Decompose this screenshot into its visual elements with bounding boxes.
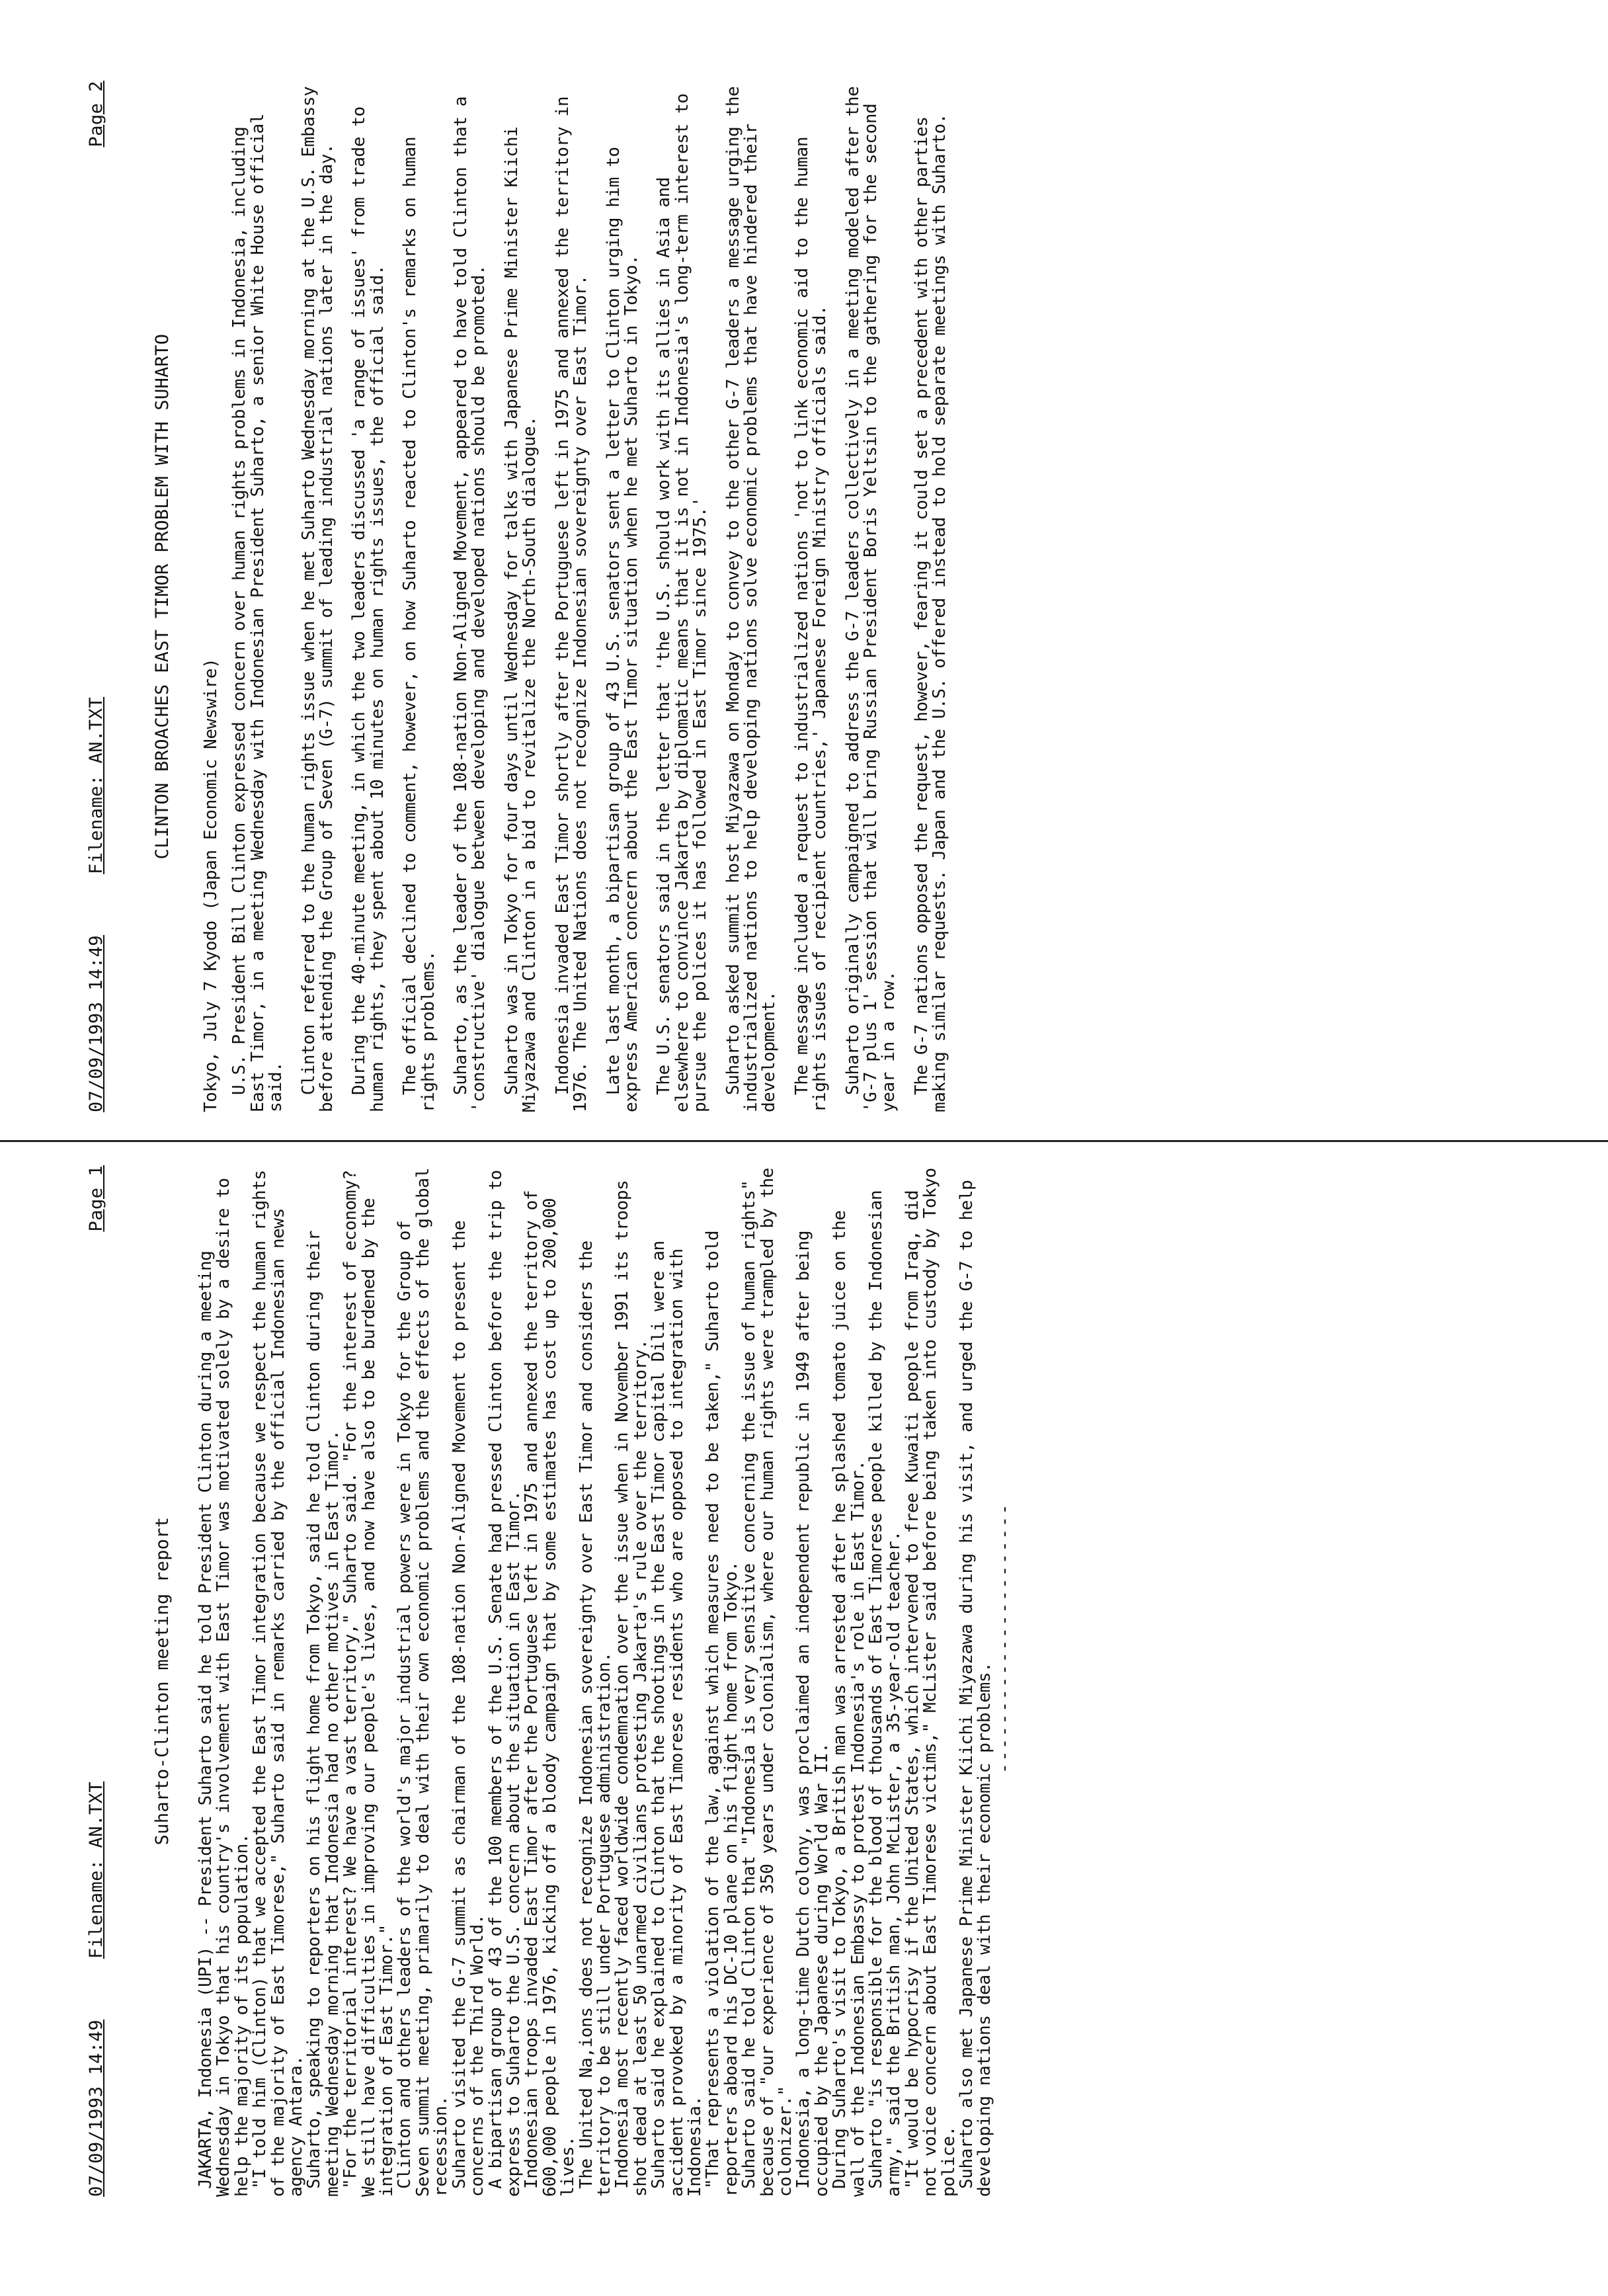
- article-title: CLINTON BROACHES EAST TIMOR PROBLEM WITH SUHARTO: [152, 333, 173, 860]
- article-body: [197, 1165, 1014, 2197]
- paragraph: The message included a request to industrialized nations 'not to link economic aid to the human rights issues of recipient countries,' Japanese Foreign Ministry officials said.: [791, 136, 830, 1112]
- paragraph: Late last month, a bipartisan group of 43 U.S. senators sent a letter to Clinton urging him to express American concern about the East Timor situation when he met Suharto in Tokyo.: [603, 147, 641, 1112]
- header-filename: Filename: AN.TXT: [86, 1781, 106, 1959]
- document-page-1: [86, 1165, 1541, 2197]
- paragraph: Suharto also met Japanese Prime Minister Kiichi Miyazawa during his visit, and urged the G-7 to help developing nations deal with their economic problems.: [957, 1180, 995, 2197]
- paragraph: A bipartisan group of 43 of the 100 members of the U.S. Senate had pressed Clinton before the trip to express to Suharto the U.S. concern about the situation in East Timor.: [485, 1170, 524, 2197]
- paragraph: Suharto was in Tokyo for four days until Wednesday for talks with Japanese Prime Minister Kiichi Miyazawa and Clinton in a bid to revitalize the North-South dialogue.: [501, 126, 540, 1112]
- paragraph: Suharto visited the G-7 summit as chairman of the 108-nation Non-Aligned Movement to present the concerns of the Third World.: [449, 1220, 488, 2197]
- dateline: Tokyo, July 7 Kyodo (Japan Economic Newswire): [201, 658, 221, 1112]
- paragraph: Clinton and others leaders of the world's major industrial powers were in Tokyo for the Group of Seven summit meeting, primarily to deal with their own economic problems and the effects of the global recession.: [395, 1168, 452, 2197]
- paragraph: Suharto "is responsible for the blood of thousands of East Timorese people killed by the Indonesian army," said the British man, John McLister, a 35-year-old teacher.: [866, 1190, 904, 2197]
- paragraph: Indonesia, a long-time Dutch colony, was proclaimed an independent republic in 1949 after being occupied by the Japanese during World War II.: [793, 1230, 832, 2197]
- paragraph: During Suharto's visit to Tokyo, a British man was arrested after he splashed tomato juice on the wall of the Indonesian Embassy to protest Indonesia's role in East Timor.: [830, 1210, 868, 2197]
- paragraph: "It would be hypocrisy if the United States, which intervened to free Kuwaiti people from Iraq, did not voice concern about East Timorese victims," McLister said before being taken into custody by Tokyo police.: [902, 1168, 959, 2197]
- article-body: [202, 81, 964, 1112]
- paragraph: The G-7 nations opposed the request, however, fearing it could set a precedent with other parties making similar requests. Japan and the U.S. offered instead to hold separate meetings with Suharto.: [911, 113, 950, 1112]
- paragraph: Suharto said he explained to Clinton that the shootings in the East Timor capital Dili were an accident provoked by a minority of East Timorese residents who are opposed to integration with Indonesia.: [649, 1241, 705, 2197]
- paragraph: Indonesian troops invaded East Timor after the Portuguese left in 1975 and annexed the territory of 600,000 people in 1976, kicking off a bloody campaign that by some estimates has cost up to 200,000 lives.: [522, 1190, 579, 2197]
- paragraph: Clinton referred to the human rights issue when he met Suharto Wednesday morning at the U.S. Embassy before attending the Group of Seven (G-7) summit of leading industrial nations later in the day.: [298, 86, 337, 1112]
- page-divider-rule: [0, 1140, 1608, 1142]
- paragraph: U.S. President Bill Clinton expressed concern over human rights problems in Indonesia, including East Timor, in a meeting Wednesday with Indonesian President Suharto, a senior White House official said.: [229, 113, 286, 1112]
- article-title: Suharto-Clinton meeting report: [152, 1516, 173, 1846]
- paragraph: The official declined to comment, however, on how Suharto reacted to Clinton's remarks on human rights problems.: [400, 136, 438, 1112]
- paragraph: JAKARTA, Indonesia (UPI) -- President Suharto said he told President Clinton during a meeting Wednesday in Tokyo that his country's involvement with East Timor was motivated solely by a desire to help the majority of its population.: [196, 1178, 252, 2197]
- paragraph: During the 40-minute meeting, in which the two leaders discussed 'a range of issues' from trade to human rights, they spent about 10 minutes on human rights issues, the official said.: [349, 106, 387, 1112]
- end-divider: ----------------------: [994, 1502, 1014, 1774]
- paragraph: "For the territorial interest? We have a vast territory," Suharto said. "For the interest of economy? We still have difficulties in improving our people's lives, and now have also to be burdened by the integration of East Timor.": [341, 1170, 397, 2197]
- paragraph: Suharto originally campaigned to address the G-7 leaders collectively in a meeting modeled after the 'G-7 plus 1' session that will bring Russian President Boris Yeltsin to the gathering for the second year in a row.: [842, 86, 899, 1112]
- paragraph: Suharto said he told Clinton that "Indonesia is very sensitive concerning the issue of human rights" because of "our experience of 350 years under colonialism, where our human rights were trampled by the colonizer.": [739, 1168, 795, 2197]
- header-date-time: 07/09/1993 14:49: [86, 934, 106, 1112]
- document-page-2: [86, 81, 1541, 1112]
- paragraph: The U.S. senators said in the letter that 'the U.S. should work with its allies in Asia and elsewhere to convince Jakarta by diplomatic means that it is not in Indonesia's long-term interest to pursue the polices it has followed in East Timor since 1975.': [654, 93, 711, 1112]
- header-page-number: Page 1: [86, 1165, 106, 1232]
- paragraph: Suharto, as the leader of the 108-nation Non-Aligned Movement, appeared to have told Clinton that a 'constructive' dialogue between developing and developed nations should be promoted.: [451, 96, 489, 1112]
- paragraph: Suharto, speaking to reporters on his flight home from Tokyo, said he told Clinton during their meeting Wednesday morning that Indonesia had no other motives in East Timor.: [304, 1230, 342, 2197]
- paragraph: Indonesia invaded East Timor shortly after the Portuguese left in 1975 and annexed the territory in 1976. The United Nations does not recognize Indonesian sovereignty over East Timor.: [552, 96, 591, 1112]
- page-header: [86, 81, 112, 1112]
- paragraph: "I told him (Clinton) that we accepted the East Timor integration because we respect the human rights of the majority of East Timorese," Suharto said in remarks carried by the official Indonesian news agency Antara.: [250, 1170, 307, 2197]
- paragraph: The United Na,ions does not recognize Indonesian sovereignty over East Timor and considers the territory to be still under Portuguese administration.: [576, 1241, 614, 2197]
- paragraph: Suharto asked summit host Miyazawa on Monday to convey to the other G-7 leaders a message urging the industrialized nations to help developing nations solve economic problems that have hindered their development.: [723, 86, 780, 1112]
- paragraph: Indonesia most recently faced worldwide condemnation over the issue when in November 1991 its troops shot dead at least 50 unarmed civilians protesting Jakarta's rule over the territory.: [612, 1180, 651, 2197]
- header-date-time: 07/09/1993 14:49: [86, 2019, 106, 2197]
- page-header: [86, 1165, 112, 2197]
- paragraph: "That represents a violation of the law, against which measures need to be taken," Suharto told reporters aboard his DC-10 plane on his flight home from Tokyo.: [703, 1230, 741, 2197]
- header-filename: Filename: AN.TXT: [86, 696, 106, 874]
- header-page-number: Page 2: [86, 81, 106, 147]
